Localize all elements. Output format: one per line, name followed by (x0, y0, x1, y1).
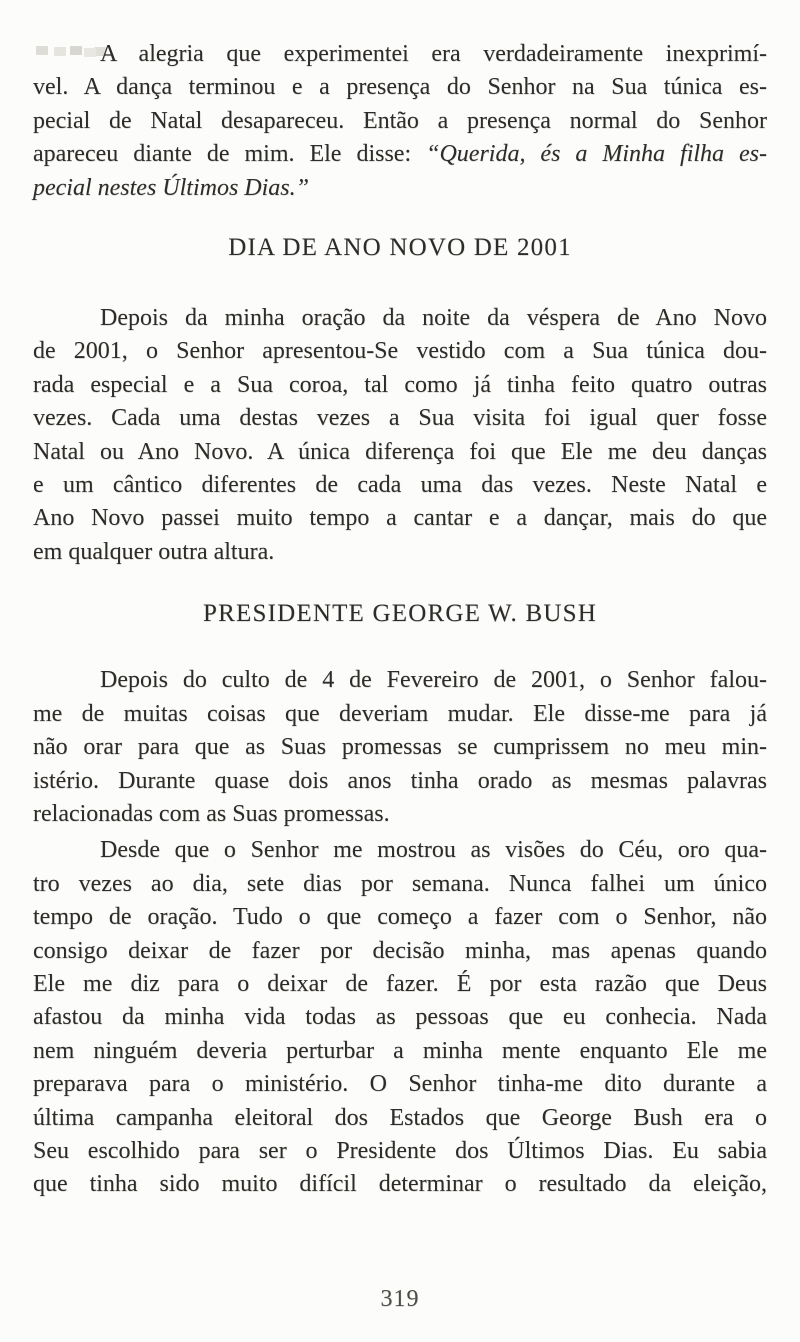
text-line: Ele me diz para o deixar de fazer. É por esta razão que Deus (33, 970, 767, 997)
text-line: não orar para que as Suas promessas se cumprissem no meu min- (33, 734, 767, 761)
text-line: vel. A dança terminou e a presença do Senhor na Sua túnica es- (33, 74, 767, 101)
text-line: Depois do culto de 4 de Fevereiro de 2001, o Senhor falou- (100, 667, 767, 694)
text-line (33, 138, 767, 171)
paragraph-prayer-and-election (33, 834, 767, 1201)
text-line: tempo de oração. Tudo o que começo a fazer com o Senhor, não (33, 904, 767, 931)
text-line: de 2001, o Senhor apresentou-Se vestido com a Sua túnica dou- (33, 338, 767, 365)
text-line: Natal ou Ano Novo. A única diferença foi que Ele me deu danças (33, 438, 767, 465)
paragraph-christmas-vision (33, 38, 767, 205)
page-number: 319 (380, 1286, 420, 1312)
section-heading-new-years-day-2001: DIA DE ANO NOVO DE 2001 (228, 234, 572, 262)
text-line: última campanha eleitoral dos Estados que George Bush era o (33, 1104, 767, 1131)
quote-segment: “Querida, és a Minha filha es- (426, 141, 768, 168)
text-line: rada especial e a Sua coroa, tal como já tinha feito quatro outras (33, 371, 767, 398)
text-line (33, 172, 767, 205)
text-line: A alegria que experimentei era verdadeiramente inexprimí- (100, 41, 767, 67)
text-line: Ano Novo passei muito tempo a cantar e a dançar, mais do que (33, 505, 767, 532)
quote-segment: pecial nestes Últimos Dias.” (33, 174, 309, 201)
text-line: pecial de Natal desapareceu. Então a presença normal do Senhor (33, 107, 767, 134)
text-line: nem ninguém deveria perturbar a minha mente enquanto Ele me (33, 1037, 767, 1064)
text-line: preparava para o ministério. O Senhor tinha-me dito durante a (33, 1071, 767, 1098)
text-line: Desde que o Senhor me mostrou as visões do Céu, oro qua- (100, 837, 767, 864)
text-line: vezes. Cada uma destas vezes a Sua visita foi igual quer fosse (33, 405, 767, 432)
text-line: e um cântico diferentes de cada uma das vezes. Neste Natal e (33, 472, 767, 499)
text-line: em qualquer outra altura. (33, 538, 275, 565)
text-block (33, 0, 767, 1202)
paragraph-february-service (33, 664, 767, 831)
text-line: Depois da minha oração da noite da véspera de Ano Novo (100, 305, 767, 332)
text-line: tro vezes ao dia, sete dias por semana. Nunca falhei um único (33, 870, 767, 897)
section-heading-president-george-w-bush: PRESIDENTE GEORGE W. BUSH (203, 600, 597, 628)
text-line: istério. Durante quase dois anos tinha orado as mesmas palavras (33, 767, 767, 794)
text-line: que tinha sido muito difícil determinar o resultado da eleição, (33, 1171, 767, 1198)
text-line: afastou da minha vida todas as pessoas que eu conhecia. Nada (33, 1004, 767, 1031)
text-line: consigo deixar de fazer por decisão minha, mas apenas quando (33, 937, 767, 964)
text-line: Seu escolhido para ser o Presidente dos Últimos Dias. Eu sabia (33, 1137, 767, 1164)
text-line: relacionadas com as Suas promessas. (33, 800, 390, 827)
paragraph-new-years-vision (33, 302, 767, 569)
text-line: me de muitas coisas que deveriam mudar. Ele disse-me para já (33, 700, 767, 727)
text-segment: apareceu diante de mim. Ele disse: (33, 141, 427, 168)
